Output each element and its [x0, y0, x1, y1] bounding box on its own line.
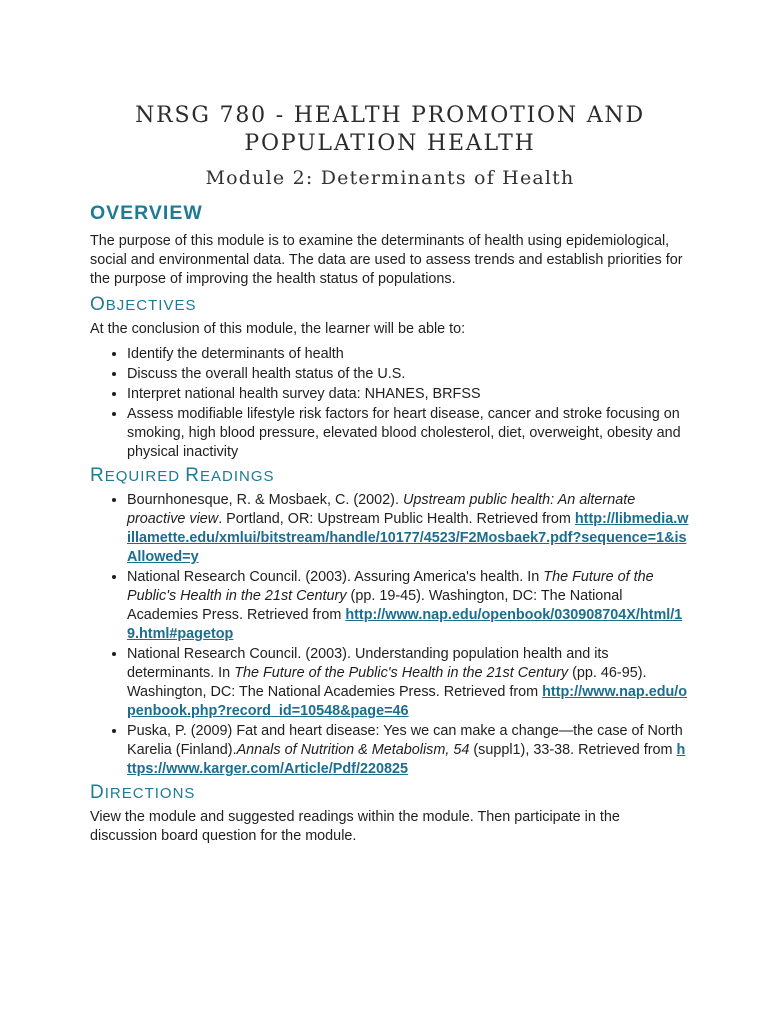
reading-text: . Portland, OR: Upstream Public Health. Retrieved from	[218, 511, 575, 527]
objectives-heading	[90, 295, 690, 316]
objectives-intro: At the conclusion of this module, the learner will be able to:	[90, 321, 466, 337]
reading-title: Upstream public health: An alternate proactive view	[127, 492, 636, 527]
reading-text: National Research Council. (2003). Assuring America's health. In	[127, 569, 544, 585]
document-page	[90, 102, 690, 852]
readings-heading-cap-2: R	[185, 465, 200, 486]
readings-heading	[90, 466, 690, 487]
reading-title: The Future of the Public's Health in the 21st Century	[234, 665, 569, 681]
readings-heading-cap-1: R	[90, 465, 105, 486]
objective-item: • Interpret national health survey data: NHANES, BRFSS	[127, 385, 690, 404]
overview-text: The purpose of this module is to examine the determinants of health using epidemiological, social and environmental data. The data are used to assess trends and establish priorities for the purpose of improving the health status of populations.	[90, 233, 683, 287]
objectives-heading-cap: O	[90, 294, 106, 315]
reading-item	[127, 491, 690, 567]
reading-item	[127, 568, 690, 644]
readings-heading-part-1: EQUIRED	[104, 468, 186, 485]
page-title	[90, 102, 690, 158]
reading-link[interactable]: http://www.nap.edu/openbook.php?record_id=10548&page=46	[127, 684, 688, 719]
directions-heading-rest: IRECTIONS	[104, 785, 196, 802]
objectives-heading-rest: BJECTIVES	[105, 297, 197, 314]
reading-link[interactable]: http://www.nap.edu/openbook/030908704X/html/19.html#pagetop	[127, 607, 683, 642]
module-subtitle: Module 2: Determinants of Health	[205, 167, 575, 189]
objective-item: • Assess modifiable lifestyle risk factors for heart disease, cancer and stroke focusing on smoking, high blood pressure, elevated blood cholesterol, diet, overweight, obesity and physical inactivity	[127, 405, 690, 462]
readings-list	[90, 491, 690, 779]
reading-text: (suppl1), 33-38. Retrieved from	[469, 742, 677, 758]
reading-title: Annals of Nutrition & Metabolism, 54	[236, 742, 470, 758]
reading-link[interactable]: http://libmedia.willamette.edu/xmlui/bitstream/handle/10177/4523/F2Mosbaek7.pdf?sequence=1&isAllowed=y	[127, 511, 689, 565]
directions-heading	[90, 783, 690, 804]
directions-text: View the module and suggested readings within the module. Then participate in the discussion board question for the module.	[90, 809, 620, 844]
overview-heading: OVERVIEW	[90, 202, 203, 224]
title-line-2: POPULATION HEALTH	[244, 131, 536, 156]
title-line-1: NRSG 780 - HEALTH PROMOTION AND	[135, 103, 645, 128]
readings-heading-part-2: EADINGS	[199, 468, 275, 485]
reading-item	[127, 645, 690, 721]
reading-title: The Future of the Public's Health in the 21st Century	[127, 569, 654, 604]
directions-heading-cap: D	[90, 782, 105, 803]
reading-text: Bournhonesque, R. & Mosbaek, C. (2002).	[127, 492, 403, 508]
objective-item: • Discuss the overall health status of the U.S.	[127, 365, 690, 384]
reading-item	[127, 722, 690, 779]
objective-item: • Identify the determinants of health	[127, 345, 690, 364]
reading-text: Puska, P. (2009) Fat and heart disease: Yes we can make a change—the case of North Karelia (Finland).	[127, 723, 683, 758]
reading-text: (pp. 46-95). Washington, DC: The National Academies Press. Retrieved from	[127, 665, 647, 700]
objectives-list	[90, 345, 690, 462]
reading-link[interactable]: https://www.karger.com/Article/Pdf/220825	[127, 742, 686, 777]
reading-text: National Research Council. (2003). Understanding population health and its determinants. In	[127, 646, 609, 681]
reading-text: (pp. 19-45). Washington, DC: The National Academies Press. Retrieved from	[127, 588, 623, 623]
